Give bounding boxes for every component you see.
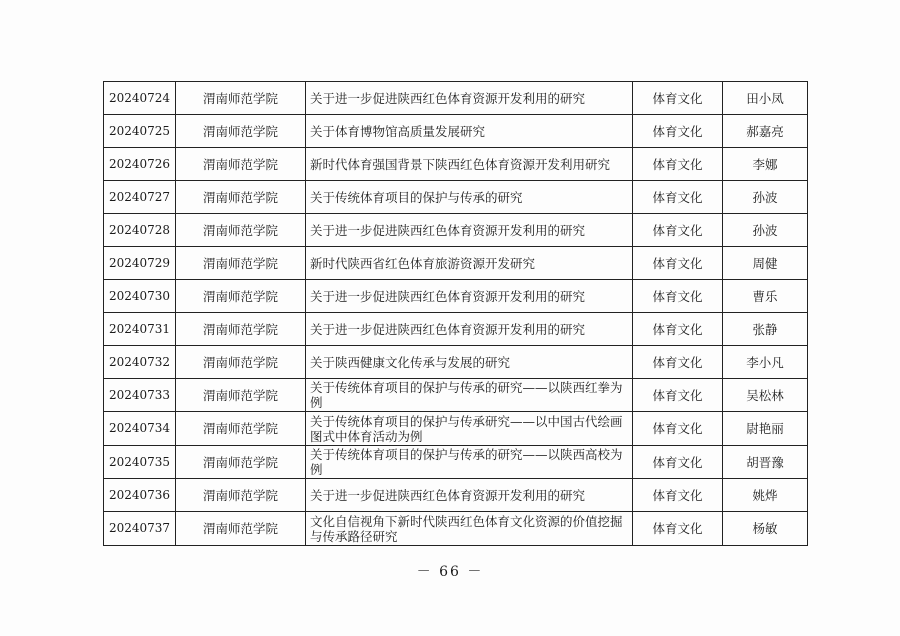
table-row — [104, 512, 808, 546]
category-cell: 体育文化 — [633, 115, 723, 148]
school-cell: 渭南师范学院 — [176, 512, 306, 546]
project-title-cell: 新时代陕西省红色体育旅游资源开发研究 — [306, 247, 633, 280]
table-row — [104, 412, 808, 446]
person-name-cell: 李小凡 — [723, 346, 808, 379]
table-row — [104, 479, 808, 512]
project-title-cell: 关于进一步促进陕西红色体育资源开发利用的研究 — [306, 479, 633, 512]
person-name-cell: 郝嘉亮 — [723, 115, 808, 148]
project-table — [103, 81, 808, 546]
table-row — [104, 247, 808, 280]
project-title-cell: 关于陕西健康文化传承与发展的研究 — [306, 346, 633, 379]
project-title-cell: 文化自信视角下新时代陕西红色体育文化资源的价值挖掘与传承路径研究 — [306, 512, 633, 546]
project-id-cell: 20240734 — [104, 412, 176, 446]
project-title-cell: 关于进一步促进陕西红色体育资源开发利用的研究 — [306, 214, 633, 247]
school-cell: 渭南师范学院 — [176, 346, 306, 379]
category-cell: 体育文化 — [633, 412, 723, 446]
project-id-cell: 20240737 — [104, 512, 176, 546]
category-cell: 体育文化 — [633, 512, 723, 546]
category-cell: 体育文化 — [633, 82, 723, 115]
school-cell: 渭南师范学院 — [176, 379, 306, 412]
table-row — [104, 313, 808, 346]
category-cell: 体育文化 — [633, 446, 723, 479]
school-cell: 渭南师范学院 — [176, 313, 306, 346]
person-name-cell: 李娜 — [723, 148, 808, 181]
person-name-cell: 田小凤 — [723, 82, 808, 115]
project-title-cell: 关于进一步促进陕西红色体育资源开发利用的研究 — [306, 82, 633, 115]
table-row — [104, 148, 808, 181]
project-title-cell: 关于进一步促进陕西红色体育资源开发利用的研究 — [306, 280, 633, 313]
category-cell: 体育文化 — [633, 247, 723, 280]
school-cell: 渭南师范学院 — [176, 446, 306, 479]
project-id-cell: 20240728 — [104, 214, 176, 247]
table-row — [104, 82, 808, 115]
category-cell: 体育文化 — [633, 280, 723, 313]
person-name-cell: 孙波 — [723, 214, 808, 247]
project-title-cell: 关于体育博物馆高质量发展研究 — [306, 115, 633, 148]
project-id-cell: 20240736 — [104, 479, 176, 512]
table-row — [104, 346, 808, 379]
table-row — [104, 379, 808, 412]
school-cell: 渭南师范学院 — [176, 148, 306, 181]
project-title-cell: 关于传统体育项目的保护与传承的研究——以陕西高校为例 — [306, 446, 633, 479]
category-cell: 体育文化 — [633, 313, 723, 346]
person-name-cell: 杨敏 — [723, 512, 808, 546]
school-cell: 渭南师范学院 — [176, 115, 306, 148]
project-id-cell: 20240725 — [104, 115, 176, 148]
person-name-cell: 张静 — [723, 313, 808, 346]
project-id-cell: 20240727 — [104, 181, 176, 214]
project-id-cell: 20240733 — [104, 379, 176, 412]
school-cell: 渭南师范学院 — [176, 82, 306, 115]
category-cell: 体育文化 — [633, 379, 723, 412]
school-cell: 渭南师范学院 — [176, 214, 306, 247]
person-name-cell: 姚烨 — [723, 479, 808, 512]
school-cell: 渭南师范学院 — [176, 247, 306, 280]
project-id-cell: 20240729 — [104, 247, 176, 280]
project-id-cell: 20240724 — [104, 82, 176, 115]
school-cell: 渭南师范学院 — [176, 412, 306, 446]
project-title-cell: 关于传统体育项目的保护与传承研究——以中国古代绘画图式中体育活动为例 — [306, 412, 633, 446]
category-cell: 体育文化 — [633, 214, 723, 247]
person-name-cell: 周健 — [723, 247, 808, 280]
page-number: － 66 － — [416, 564, 484, 580]
person-name-cell: 曹乐 — [723, 280, 808, 313]
project-id-cell: 20240730 — [104, 280, 176, 313]
table-row — [104, 181, 808, 214]
person-name-cell: 胡晋豫 — [723, 446, 808, 479]
school-cell: 渭南师范学院 — [176, 181, 306, 214]
project-title-cell: 关于传统体育项目的保护与传承的研究 — [306, 181, 633, 214]
project-title-cell: 关于传统体育项目的保护与传承的研究——以陕西红拳为例 — [306, 379, 633, 412]
table-row — [104, 446, 808, 479]
category-cell: 体育文化 — [633, 148, 723, 181]
category-cell: 体育文化 — [633, 181, 723, 214]
project-id-cell: 20240735 — [104, 446, 176, 479]
project-id-cell: 20240726 — [104, 148, 176, 181]
table-row — [104, 214, 808, 247]
table-row — [104, 115, 808, 148]
project-id-cell: 20240731 — [104, 313, 176, 346]
category-cell: 体育文化 — [633, 346, 723, 379]
project-title-cell: 新时代体育强国背景下陕西红色体育资源开发利用研究 — [306, 148, 633, 181]
category-cell: 体育文化 — [633, 479, 723, 512]
table-row — [104, 280, 808, 313]
project-title-cell: 关于进一步促进陕西红色体育资源开发利用的研究 — [306, 313, 633, 346]
person-name-cell: 尉艳丽 — [723, 412, 808, 446]
person-name-cell: 吴松林 — [723, 379, 808, 412]
person-name-cell: 孙波 — [723, 181, 808, 214]
project-id-cell: 20240732 — [104, 346, 176, 379]
school-cell: 渭南师范学院 — [176, 280, 306, 313]
school-cell: 渭南师范学院 — [176, 479, 306, 512]
